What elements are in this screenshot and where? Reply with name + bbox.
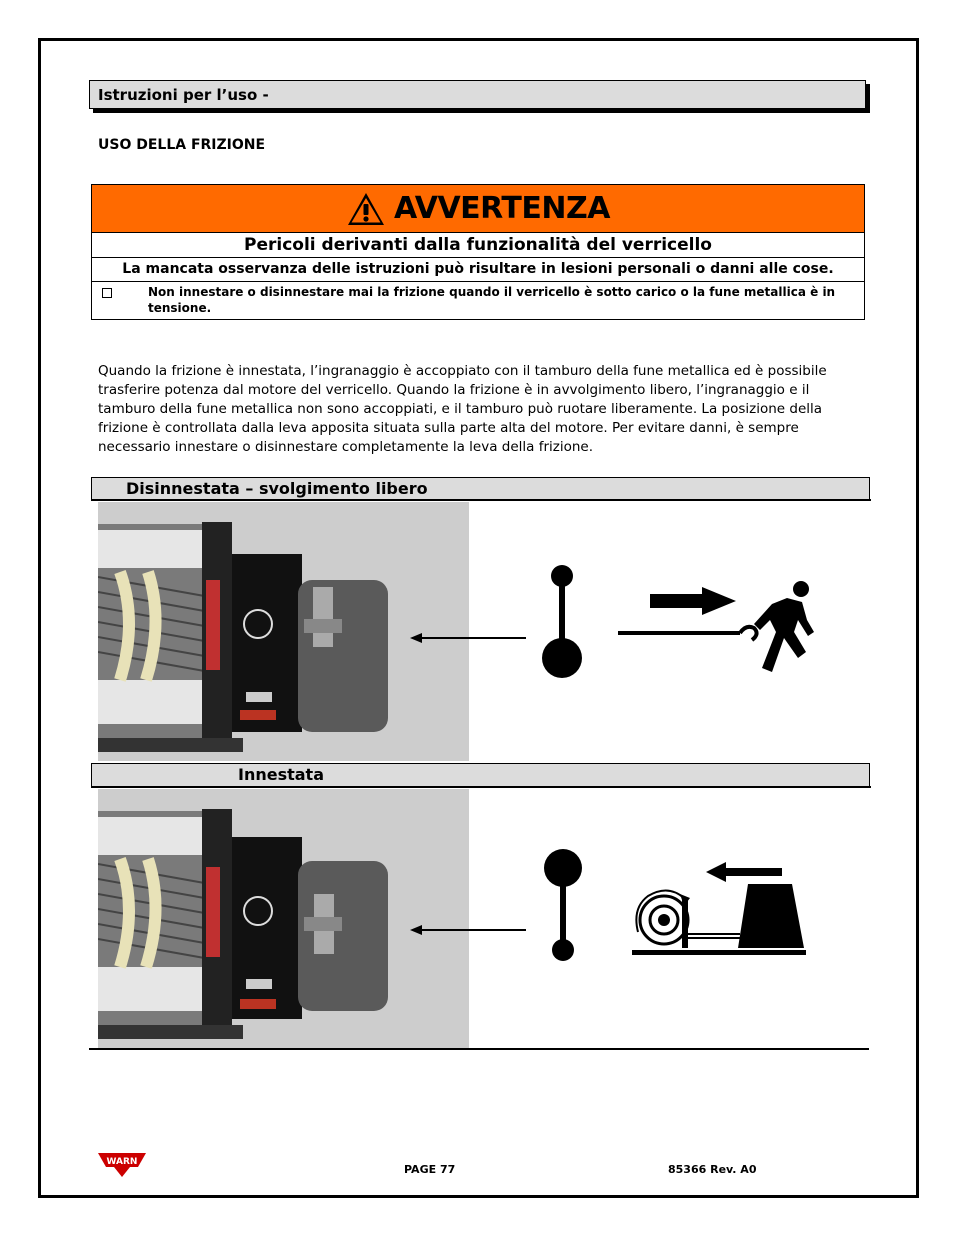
- warning-item: [92, 282, 864, 319]
- section-header-text: Istruzioni per l’uso -: [98, 86, 269, 104]
- arrow-left-icon: [410, 922, 528, 938]
- winch-pulling-load-icon: [628, 858, 810, 958]
- warning-consequence: La mancata osservanza delle istruzioni può risultare in lesioni personali o danni alle cose.: [92, 258, 864, 282]
- arrow-left-icon: [410, 630, 528, 646]
- panel-divider: [91, 786, 871, 788]
- panel-divider: [91, 499, 871, 501]
- document-revision: 85366 Rev. A0: [668, 1163, 757, 1176]
- lever-knob-up-icon: [542, 848, 587, 963]
- page-number: PAGE 77: [404, 1163, 456, 1176]
- panel-label-freespool: Disinnestata – svolgimento libero: [126, 479, 428, 498]
- bottom-rule: [89, 1048, 869, 1050]
- section-header: [89, 80, 866, 109]
- panel-label-engaged: Innestata: [238, 765, 324, 784]
- warning-item-text: Non innestare o disinnestare mai la frizione quando il verricello è sotto carico o la fune metallica è in tensione.: [148, 285, 836, 315]
- warning-title: AVVERTENZA: [394, 191, 610, 226]
- clutch-description: Quando la frizione è innestata, l’ingranaggio è accoppiato con il tamburo della fune metallica ed è possibile trasferire potenza dal motore del verricello. Quando la frizione è in avvolgimento libero, l’ingranaggio e il tamburo della fune metallica non sono accoppiati, e il tamburo può ruotare liberamente. La posizione della frizione è controllata dalla leva apposita situata sulla parte alta del motore. Per evitare danni, è sempre necessario innestare o disinnestare completamente la leva della frizione.: [98, 363, 827, 455]
- warning-box: [91, 184, 865, 320]
- lever-knob-down-icon: [540, 562, 585, 682]
- warn-logo: [98, 1153, 146, 1177]
- winch-photo-engaged: [98, 789, 469, 1048]
- panel-header-engaged: [91, 763, 870, 787]
- warning-triangle-icon: [346, 191, 386, 227]
- checkbox-bullet-icon: [102, 288, 112, 298]
- warn-logo-text: WARN: [106, 1157, 138, 1167]
- subheading: USO DELLA FRIZIONE: [98, 137, 266, 153]
- warning-hazard: Pericoli derivanti dalla funzionalità del verricello: [92, 233, 864, 258]
- person-pulling-cable-icon: [612, 580, 817, 675]
- panel-header-freespool: [91, 477, 870, 500]
- warning-header: [92, 185, 864, 233]
